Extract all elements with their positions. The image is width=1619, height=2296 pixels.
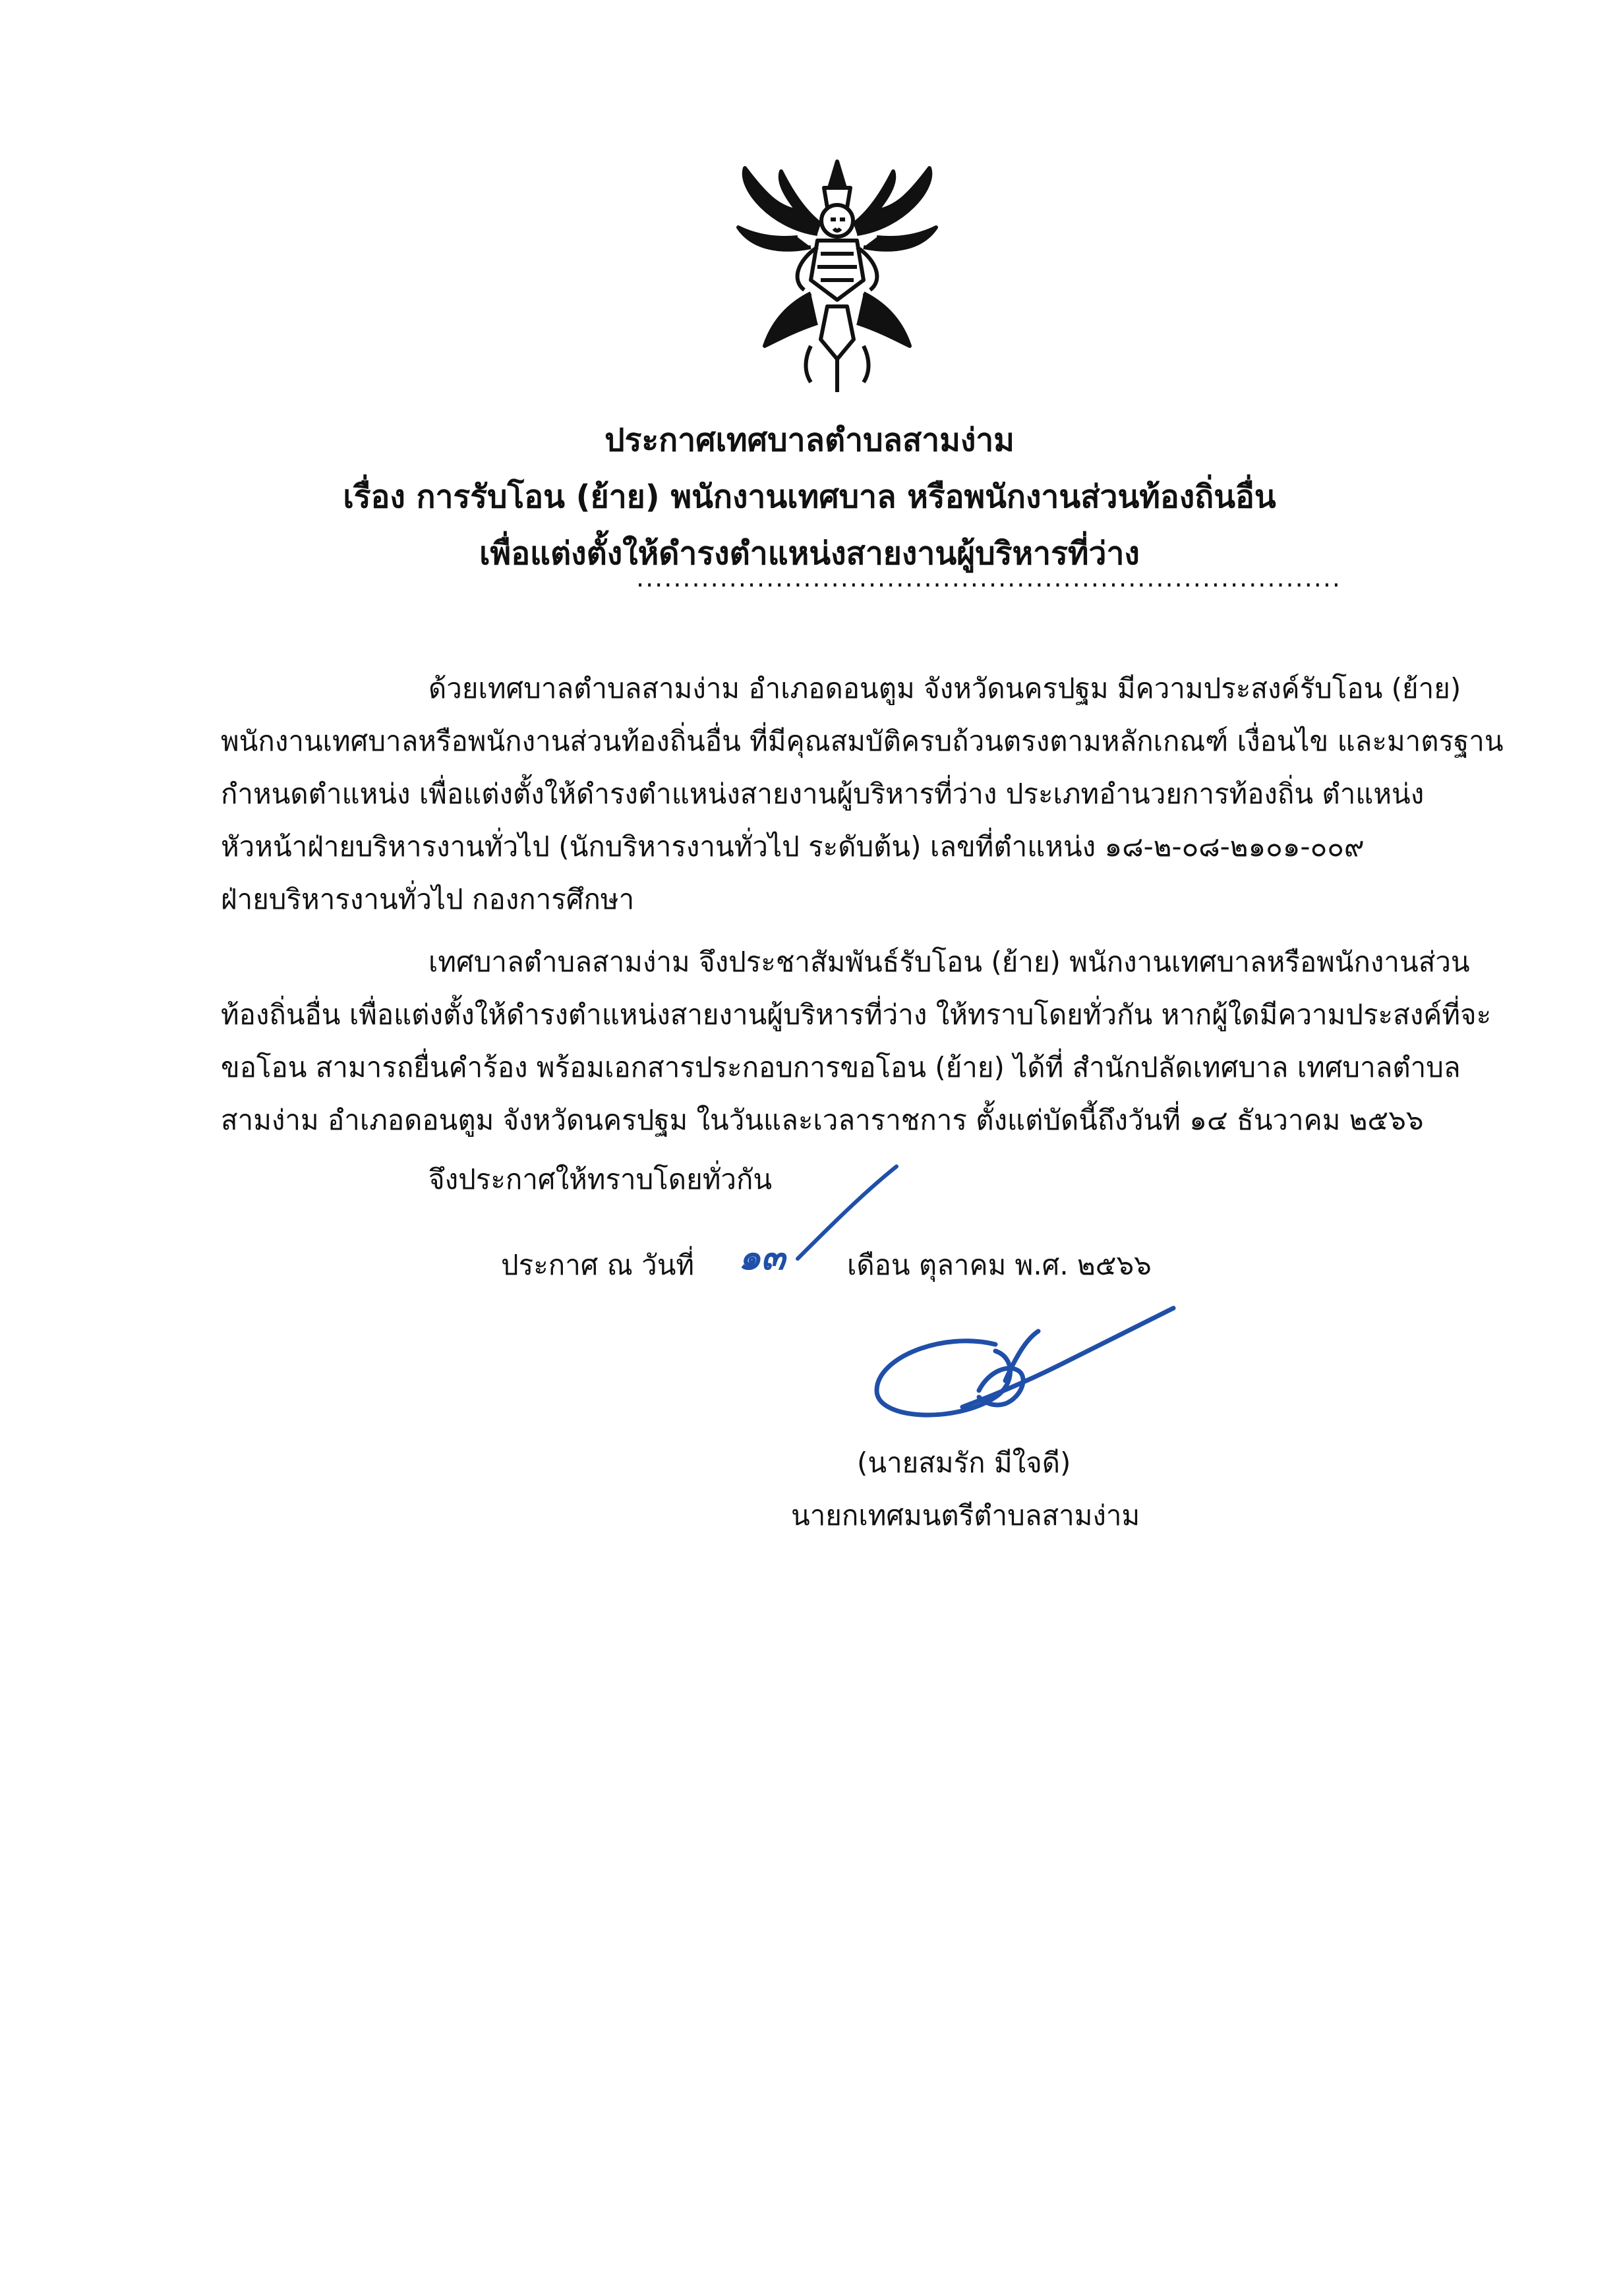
date-prefix: ประกาศ ณ วันที่ (501, 1249, 695, 1281)
handwritten-day: ๑๓ (738, 1236, 786, 1278)
paragraph2-line2: ท้องถิ่นอื่น เพื่อแต่งตั้งให้ดำรงตำแหน่งสายงานผู้บริหารที่ว่าง ให้ทราบโดยทั่วกัน หากผู้ใดมีความประสงค์ที่จะ (221, 998, 1492, 1031)
announcement-subject: เรื่อง การรับโอน (ย้าย) พนักงานเทศบาล หรือพนักงานส่วนท้องถิ่นอื่น (343, 478, 1276, 515)
paragraph2-line4: สามง่าม อำเภอดอนตูม จังหวัดนครปฐม ในวันและเวลาราชการ ตั้งแต่บัดนี้ถึงวันที่ ๑๔ ธันวาคม ๒๕๖๖ (221, 1104, 1424, 1136)
closing-statement: จึงประกาศให้ทราบโดยทั่วกัน (428, 1163, 773, 1195)
signatory-name: (นายสมรัก มีใจดี) (857, 1447, 1071, 1479)
pen-stroke-icon (778, 1160, 910, 1272)
paragraph2-line3: ขอโอน สามารถยื่นคำร้อง พร้อมเอกสารประกอบการขอโอน (ย้าย) ได้ที่ สำนักปลัดเทศบาล เทศบาลตำบล (221, 1051, 1461, 1083)
paragraph1-line4: หัวหน้าฝ่ายบริหารงานทั่วไป (นักบริหารงานทั่วไป ระดับต้น) เลขที่ตำแหน่ง ๑๘-๒-๐๘-๒๑๐๑-๐๐๙ (221, 830, 1365, 863)
paragraph1-line3: กำหนดตำแหน่ง เพื่อแต่งตั้งให้ดำรงตำแหน่งสายงานผู้บริหารที่ว่าง ประเภทอำนวยการท้องถิ่น ตำแหน่ง (221, 778, 1425, 810)
announcement-subject-continued: เพื่อแต่งตั้งให้ดำรงตำแหน่งสายงานผู้บริหารที่ว่าง (479, 535, 1140, 572)
paragraph1-line2: พนักงานเทศบาลหรือพนักงานส่วนท้องถิ่นอื่น ที่มีคุณสมบัติครบถ้วนตรงตามหลักเกณฑ์ เงื่อนไข และมาตรฐาน (221, 725, 1504, 757)
date-month-year: เดือน ตุลาคม พ.ศ. ๒๕๖๖ (847, 1249, 1152, 1281)
paragraph1-line5: ฝ่ายบริหารงานทั่วไป กองการศึกษา (221, 883, 635, 915)
title-divider: ............................................................................ (636, 563, 1342, 592)
handwritten-signature-icon (864, 1298, 1180, 1437)
paragraph1-line1: ด้วยเทศบาลตำบลสามง่าม อำเภอดอนตูม จังหวัดนครปฐม มีความประสงค์รับโอน (ย้าย) (428, 672, 1461, 704)
signatory-position: นายกเทศมนตรีตำบลสามง่าม (791, 1499, 1140, 1532)
garuda-emblem-icon (712, 148, 962, 399)
announcement-title: ประกาศเทศบาลตำบลสามง่าม (604, 422, 1015, 459)
paragraph2-line1: เทศบาลตำบลสามง่าม จึงประชาสัมพันธ์รับโอน (ย้าย) พนักงานเทศบาลหรือพนักงานส่วน (428, 946, 1470, 978)
